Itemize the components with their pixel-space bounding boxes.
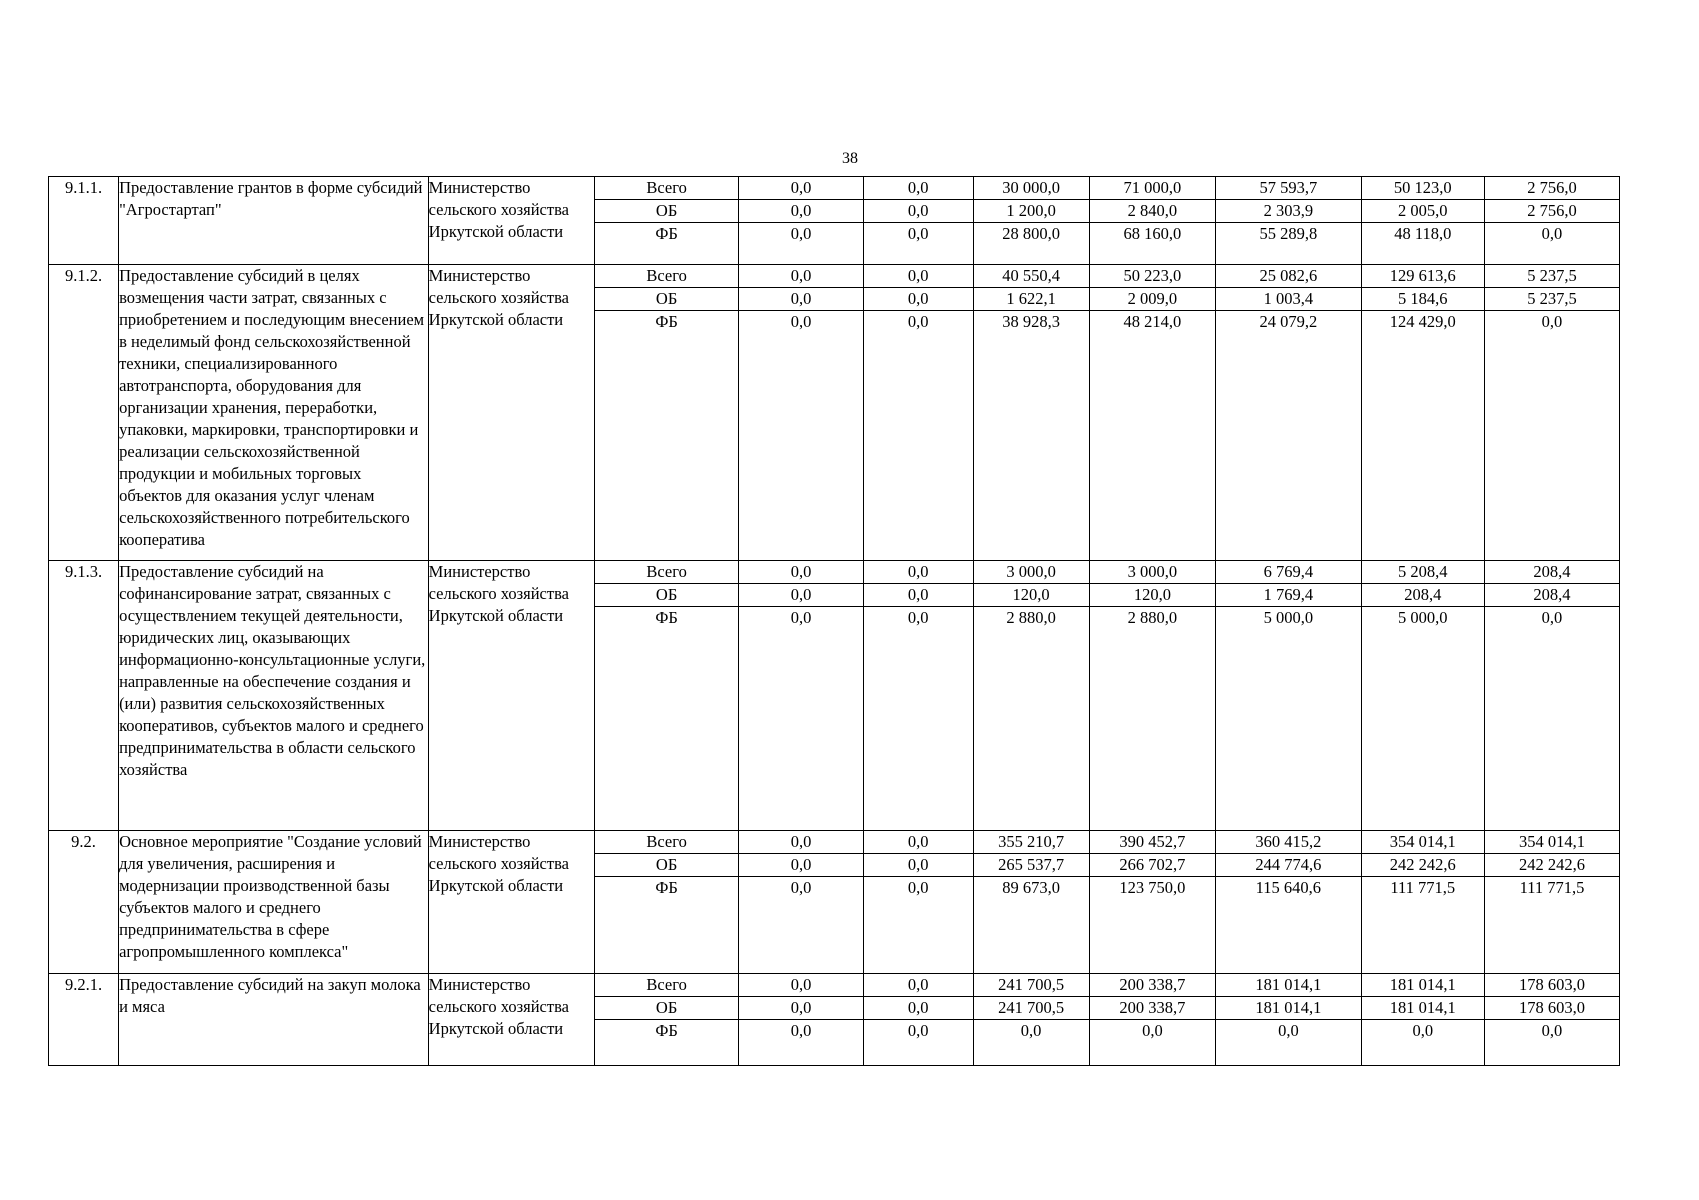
- value-stack: [1090, 265, 1216, 333]
- value-cell: [973, 265, 1089, 561]
- value-cell: [1216, 831, 1361, 974]
- row-code: 9.2.: [49, 831, 119, 974]
- value-stack: [1485, 177, 1619, 245]
- value-stack: [974, 561, 1089, 629]
- value-stack: [1485, 974, 1619, 1042]
- value-stack: [864, 177, 973, 245]
- row-executor: Министерство сельского хозяйства Иркутской области: [428, 561, 594, 831]
- funding-source-label: Всего: [646, 178, 687, 197]
- amount-value: 266 702,7: [1090, 854, 1216, 877]
- amount-value: 0,0: [790, 266, 812, 285]
- table-row: [49, 561, 1620, 831]
- amount-value: 2 756,0: [1527, 178, 1577, 197]
- value-stack: [739, 974, 862, 1042]
- budget-table-body: [49, 177, 1620, 1066]
- amount-value: 89 673,0: [974, 877, 1089, 900]
- funding-source-cell: [594, 177, 738, 265]
- funding-source-stack: [595, 265, 738, 333]
- row-executor: Министерство сельского хозяйства Иркутской области: [428, 831, 594, 974]
- amount-value: 5 000,0: [1216, 607, 1360, 630]
- funding-source-label: ФБ: [595, 1020, 738, 1043]
- funding-source-label: Всего: [646, 975, 687, 994]
- value-cell: [1089, 974, 1216, 1066]
- amount-value: 5 000,0: [1362, 607, 1484, 630]
- amount-value: 0,0: [864, 311, 973, 334]
- value-stack: [864, 974, 973, 1042]
- amount-value: 115 640,6: [1216, 877, 1360, 900]
- funding-source-cell: [594, 561, 738, 831]
- table-row: [49, 974, 1620, 1066]
- table-row: [49, 265, 1620, 561]
- amount-value: 0,0: [739, 877, 862, 900]
- funding-source-label: Всего: [646, 832, 687, 851]
- value-stack: [739, 831, 862, 899]
- value-stack: [1216, 265, 1360, 333]
- value-cell: [863, 561, 973, 831]
- amount-value: 0,0: [1485, 223, 1619, 246]
- row-activity-name: Предоставление субсидий на закуп молока и мяса: [119, 974, 429, 1066]
- amount-value: 241 700,5: [974, 997, 1089, 1020]
- amount-value: 200 338,7: [1090, 997, 1216, 1020]
- amount-value: 0,0: [864, 288, 973, 311]
- value-stack: [739, 177, 862, 245]
- value-stack: [739, 265, 862, 333]
- table-row: [49, 177, 1620, 265]
- amount-value: 5 184,6: [1362, 288, 1484, 311]
- amount-value: 0,0: [790, 562, 812, 581]
- amount-value: 244 774,6: [1216, 854, 1360, 877]
- value-cell: [1484, 177, 1619, 265]
- funding-source-stack: [595, 561, 738, 629]
- amount-value: 3 000,0: [1127, 562, 1178, 581]
- amount-value: 55 289,8: [1216, 223, 1360, 246]
- value-cell: [739, 561, 863, 831]
- amount-value: 129 613,6: [1389, 266, 1456, 285]
- value-stack: [1090, 831, 1216, 899]
- value-stack: [864, 561, 973, 629]
- amount-value: 5 208,4: [1398, 562, 1448, 581]
- value-stack: [1216, 831, 1360, 899]
- funding-source-label: ФБ: [595, 223, 738, 246]
- amount-value: 0,0: [907, 178, 929, 197]
- amount-value: 0,0: [864, 1020, 973, 1043]
- value-stack: [864, 265, 973, 333]
- amount-value: 0,0: [739, 997, 862, 1020]
- value-cell: [1089, 265, 1216, 561]
- value-cell: [739, 974, 863, 1066]
- value-cell: [973, 561, 1089, 831]
- row-code: 9.1.3.: [49, 561, 119, 831]
- funding-source-cell: [594, 974, 738, 1066]
- amount-value: 242 242,6: [1485, 854, 1619, 877]
- value-cell: [1089, 561, 1216, 831]
- amount-value: 48 214,0: [1090, 311, 1216, 334]
- value-stack: [1090, 974, 1216, 1042]
- amount-value: 242 242,6: [1362, 854, 1484, 877]
- value-cell: [1361, 831, 1484, 974]
- amount-value: 0,0: [907, 562, 929, 581]
- amount-value: 40 550,4: [1002, 266, 1060, 285]
- funding-source-cell: [594, 831, 738, 974]
- amount-value: 2 756,0: [1485, 200, 1619, 223]
- amount-value: 0,0: [864, 877, 973, 900]
- amount-value: 24 079,2: [1216, 311, 1360, 334]
- value-cell: [1216, 974, 1361, 1066]
- amount-value: 5 237,5: [1527, 266, 1577, 285]
- funding-source-label: Всего: [646, 562, 687, 581]
- amount-value: 0,0: [1485, 311, 1619, 334]
- value-stack: [1090, 177, 1216, 245]
- amount-value: 0,0: [739, 311, 862, 334]
- value-cell: [739, 177, 863, 265]
- value-cell: [973, 974, 1089, 1066]
- row-executor: Министерство сельского хозяйства Иркутской области: [428, 974, 594, 1066]
- amount-value: 0,0: [739, 223, 862, 246]
- value-cell: [1216, 177, 1361, 265]
- amount-value: 1 200,0: [974, 200, 1089, 223]
- amount-value: 181 014,1: [1389, 975, 1456, 994]
- value-stack: [1090, 561, 1216, 629]
- value-stack: [1216, 974, 1360, 1042]
- amount-value: 28 800,0: [974, 223, 1089, 246]
- amount-value: 200 338,7: [1119, 975, 1186, 994]
- amount-value: 0,0: [790, 178, 812, 197]
- row-executor: Министерство сельского хозяйства Иркутской области: [428, 265, 594, 561]
- amount-value: 1 769,4: [1216, 584, 1360, 607]
- amount-value: 0,0: [1216, 1020, 1360, 1043]
- amount-value: 181 014,1: [1255, 975, 1322, 994]
- amount-value: 0,0: [739, 1020, 862, 1043]
- amount-value: 178 603,0: [1518, 975, 1585, 994]
- value-cell: [1361, 265, 1484, 561]
- row-code: 9.2.1.: [49, 974, 119, 1066]
- amount-value: 354 014,1: [1518, 832, 1585, 851]
- amount-value: 0,0: [1485, 1020, 1619, 1043]
- amount-value: 111 771,5: [1485, 877, 1619, 900]
- amount-value: 0,0: [739, 200, 862, 223]
- amount-value: 2 880,0: [974, 607, 1089, 630]
- amount-value: 0,0: [790, 975, 812, 994]
- table-row: [49, 831, 1620, 974]
- page-number: 38: [842, 150, 858, 167]
- value-stack: [739, 561, 862, 629]
- amount-value: 50 123,0: [1393, 178, 1452, 197]
- value-stack: [1216, 561, 1360, 629]
- funding-source-label: ОБ: [595, 584, 738, 607]
- amount-value: 25 082,6: [1259, 266, 1318, 285]
- value-stack: [974, 265, 1089, 333]
- value-cell: [973, 177, 1089, 265]
- value-stack: [974, 177, 1089, 245]
- funding-source-label: ФБ: [595, 607, 738, 630]
- value-cell: [1216, 561, 1361, 831]
- value-cell: [1089, 177, 1216, 265]
- amount-value: 181 014,1: [1362, 997, 1484, 1020]
- amount-value: 2 840,0: [1090, 200, 1216, 223]
- amount-value: 57 593,7: [1259, 178, 1318, 197]
- amount-value: 360 415,2: [1255, 832, 1322, 851]
- funding-source-stack: [595, 974, 738, 1042]
- funding-source-cell: [594, 265, 738, 561]
- funding-source-label: ОБ: [595, 854, 738, 877]
- row-activity-name: Основное мероприятие "Создание условий для увеличения, расширения и модернизации производственной базы субъектов малого и среднего предпринимательства в сфере агропромышленного комплекса": [119, 831, 429, 974]
- funding-source-stack: [595, 831, 738, 899]
- amount-value: 50 223,0: [1123, 266, 1182, 285]
- value-cell: [973, 831, 1089, 974]
- amount-value: 111 771,5: [1362, 877, 1484, 900]
- row-code: 9.1.1.: [49, 177, 119, 265]
- amount-value: 178 603,0: [1485, 997, 1619, 1020]
- value-stack: [1485, 265, 1619, 333]
- funding-source-label: ФБ: [595, 311, 738, 334]
- row-activity-name: Предоставление субсидий на софинансирование затрат, связанных с осуществлением текущей деятельности, юридических лиц, оказывающих информационно-консультационные услуги, направленные на обеспечение создания и (или) развития сельскохозяйственных кооперативов, субъектов малого и среднего предпринимательства в области сельского хозяйства: [119, 561, 429, 831]
- value-cell: [1361, 177, 1484, 265]
- amount-value: 68 160,0: [1090, 223, 1216, 246]
- value-cell: [1484, 831, 1619, 974]
- value-cell: [863, 265, 973, 561]
- amount-value: 120,0: [1090, 584, 1216, 607]
- amount-value: 30 000,0: [1002, 178, 1060, 197]
- value-stack: [864, 831, 973, 899]
- amount-value: 71 000,0: [1123, 178, 1182, 197]
- value-stack: [974, 974, 1089, 1042]
- amount-value: 120,0: [974, 584, 1089, 607]
- amount-value: 1 622,1: [974, 288, 1089, 311]
- row-code: 9.1.2.: [49, 265, 119, 561]
- amount-value: 123 750,0: [1090, 877, 1216, 900]
- amount-value: 2 005,0: [1362, 200, 1484, 223]
- amount-value: 38 928,3: [974, 311, 1089, 334]
- value-stack: [974, 831, 1089, 899]
- amount-value: 241 700,5: [998, 975, 1065, 994]
- amount-value: 0,0: [907, 975, 929, 994]
- amount-value: 355 210,7: [998, 832, 1065, 851]
- amount-value: 390 452,7: [1119, 832, 1186, 851]
- value-cell: [739, 831, 863, 974]
- amount-value: 0,0: [864, 854, 973, 877]
- amount-value: 0,0: [974, 1020, 1089, 1043]
- amount-value: 0,0: [907, 266, 929, 285]
- value-stack: [1485, 561, 1619, 629]
- value-stack: [1362, 265, 1484, 333]
- amount-value: 0,0: [907, 832, 929, 851]
- amount-value: 0,0: [1090, 1020, 1216, 1043]
- amount-value: 265 537,7: [974, 854, 1089, 877]
- value-cell: [1484, 265, 1619, 561]
- value-cell: [1089, 831, 1216, 974]
- funding-source-stack: [595, 177, 738, 245]
- amount-value: 124 429,0: [1362, 311, 1484, 334]
- value-cell: [739, 265, 863, 561]
- value-cell: [863, 177, 973, 265]
- amount-value: 3 000,0: [1006, 562, 1056, 581]
- amount-value: 208,4: [1485, 584, 1619, 607]
- amount-value: 5 237,5: [1485, 288, 1619, 311]
- funding-source-label: ФБ: [595, 877, 738, 900]
- amount-value: 6 769,4: [1263, 562, 1314, 581]
- amount-value: 0,0: [864, 223, 973, 246]
- amount-value: 2 009,0: [1090, 288, 1216, 311]
- amount-value: 2 303,9: [1216, 200, 1360, 223]
- amount-value: 2 880,0: [1090, 607, 1216, 630]
- value-cell: [1484, 561, 1619, 831]
- amount-value: 0,0: [739, 854, 862, 877]
- row-activity-name: Предоставление грантов в форме субсидий "Агростартап": [119, 177, 429, 265]
- amount-value: 0,0: [1362, 1020, 1484, 1043]
- value-stack: [1216, 177, 1360, 245]
- value-cell: [1361, 974, 1484, 1066]
- amount-value: 0,0: [864, 200, 973, 223]
- row-executor: Министерство сельского хозяйства Иркутской области: [428, 177, 594, 265]
- funding-source-label: Всего: [646, 266, 687, 285]
- amount-value: 1 003,4: [1216, 288, 1360, 311]
- value-cell: [1216, 265, 1361, 561]
- value-cell: [1361, 561, 1484, 831]
- amount-value: 0,0: [739, 584, 862, 607]
- value-stack: [1362, 561, 1484, 629]
- amount-value: 0,0: [739, 288, 862, 311]
- amount-value: 48 118,0: [1362, 223, 1484, 246]
- amount-value: 0,0: [790, 832, 812, 851]
- funding-source-label: ОБ: [595, 997, 738, 1020]
- funding-source-label: ОБ: [595, 288, 738, 311]
- value-stack: [1485, 831, 1619, 899]
- amount-value: 354 014,1: [1389, 832, 1456, 851]
- amount-value: 0,0: [864, 997, 973, 1020]
- row-activity-name: Предоставление субсидий в целях возмещения части затрат, связанных с приобретением и последующим внесением в неделимый фонд сельскохозяйственной техники, специализированного автотранспорта, оборудования для организации хранения, переработки, упаковки, маркировки, транспортировки и реализации сельскохозяйственной продукции и мобильных торговых объектов для оказания услуг членам сельскохозяйственного потребительского кооператива: [119, 265, 429, 561]
- amount-value: 0,0: [864, 607, 973, 630]
- amount-value: 0,0: [864, 584, 973, 607]
- value-cell: [863, 831, 973, 974]
- amount-value: 0,0: [739, 607, 862, 630]
- value-stack: [1362, 177, 1484, 245]
- value-cell: [863, 974, 973, 1066]
- value-stack: [1362, 974, 1484, 1042]
- amount-value: 181 014,1: [1216, 997, 1360, 1020]
- value-cell: [1484, 974, 1619, 1066]
- amount-value: 208,4: [1362, 584, 1484, 607]
- funding-source-label: ОБ: [595, 200, 738, 223]
- budget-table: [48, 176, 1620, 1066]
- amount-value: 0,0: [1485, 607, 1619, 630]
- value-stack: [1362, 831, 1484, 899]
- amount-value: 208,4: [1533, 562, 1571, 581]
